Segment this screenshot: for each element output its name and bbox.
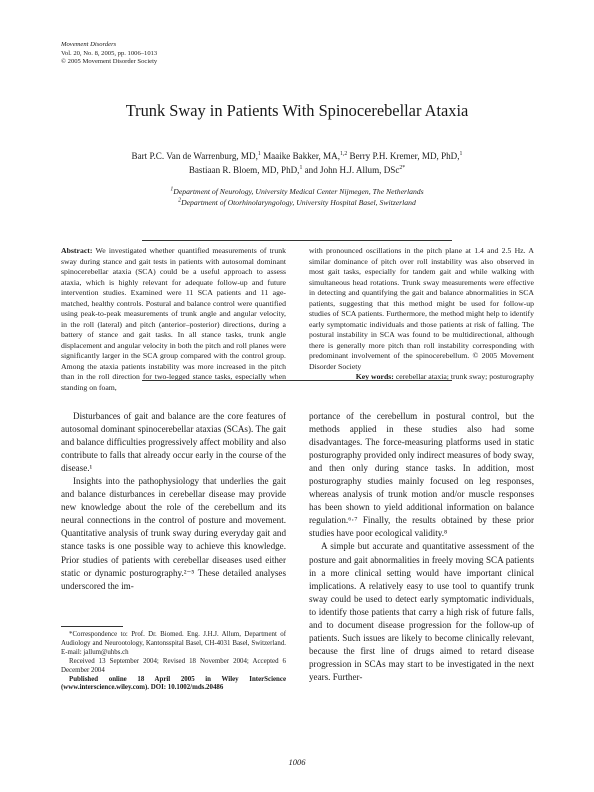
author-name: and John H.J. Allum, DSc [304,165,400,175]
abstract-bottom-rule [142,380,452,381]
footnote [61,631,286,693]
body-column-right [309,410,534,756]
author-affiliation-mark: 1 [459,150,463,157]
affiliation-mark: 2 [178,197,182,204]
footnote-rule [61,626,123,627]
volume-info: Vol. 20, No. 8, 2005, pp. 1006–1013 [61,49,158,57]
author-affiliation-mark: 1 [299,164,303,171]
article-title: Trunk Sway in Patients With Spinocerebellar Ataxia [125,101,469,120]
affiliation-list [40,186,554,208]
affiliation-mark: 1 [170,186,174,193]
abstract-text-left: We investigated whether quantified measurements of trunk sway during stance and gait tests in patients with autosomal dominant spinocerebellar ataxia (SCA) could be a useful approach to assess ataxia, which is highly relevant for adequate follow-up and future intervention studies. Examined were 11 SCA patients and 11 age-matched, healthy controls. Postural and balance control were quantified using peak-to-peak measurements of trunk angle and angular velocity, in the roll (lateral) and pitch (anterior–posterior) directions, during a battery of stance and gait tasks. In all stance tasks, trunk angle displacement and angular velocity in both the pitch and roll planes were significantly larger in the SCA group compared with the control group. Among the ataxia patients instability was more increased in the pitch than in the roll direction for two-legged stance tasks, especially when standing on foam, [61,246,286,392]
author-name: Maaike Bakker, MA, [263,151,340,161]
abstract-text-right: with pronounced oscillations in the pitch plane at 1.4 and 2.5 Hz. A similar dominance of pitch over roll instability was also observed in most gait tasks, especially for tandem gait and while walking with simultaneous head rotations. Trunk sway measurements were effective in detecting and quantifying the gait and balance abnormalities in SCA patients, suggesting that this method might be used for follow-up studies of SCA patients. Furthermore, the method might help to identify early symptomatic individuals and those patients at risk of falling. The postural instability in SCA was found to be multidirectional, although there is generally more pitch than roll instability corresponding with predominant involvement of the spinocerebellum. © 2005 Movement Disorder Society [309,246,534,371]
author-line-1 [40,149,554,163]
page-number: 1006 [288,757,306,767]
author-list [40,149,554,177]
affiliation-text: Department of Otorhinolaryngology, University Hospital Basel, Switzerland [181,198,416,207]
journal-name: Movement Disorders [61,41,117,48]
author-affiliation-mark: 1 [257,150,261,157]
author-name: Bart P.C. Van de Warrenburg, MD, [131,151,258,161]
author-line-2 [40,163,554,177]
body-column-left [61,410,286,618]
author-affiliation-mark: 1,2 [339,150,348,157]
body-paragraph: Insights into the pathophysiology that underlies the gait and balance disturbances in cerebellar disease may provide new knowledge about the role of the cerebellum and its neural connections in the control of posture and movement. Quantitative analysis of trunk sway during everyday gait and stance tasks is one possible way to achieve this knowledge. Prior studies of patients with cerebellar diseases used either static or dynamic posturography.²⁻⁵ These detailed analyses underscored the im- [61,476,286,591]
affiliation [40,197,554,208]
keywords-text: cerebellar ataxia; trunk sway; posturography [395,372,534,381]
abstract-top-rule [142,240,452,241]
body-paragraph: portance of the cerebellum in postural control, but the methods applied in these studies also had some disadvantages. The force-measuring platforms used in static posturography provided only indirect measures of body sway, and then only during stance tasks. In addition, most posturography studies mainly focused on leg responses, whereas analysis of trunk motion and/or muscle responses has been shown to yield additional information on balance regulation.⁶·⁷ Finally, the results obtained by these prior studies have poor ecological validity.⁸ [309,411,534,539]
author-name: Bastiaan R. Bloem, MD, PhD, [188,165,300,175]
correspondence-note: *Correspondence to: Prof. Dr. Biomed. Eng. J.H.J. Allum, Department of Audiology and Neurootology, Kantonsspital Basel, CH-4031 Basel, Switzerland. E-mail: jallum@uhbs.ch [61,631,286,656]
received-dates: Received 13 September 2004; Revised 18 November 2004; Accepted 6 December 2004 [61,657,286,674]
author-name: Berry P.H. Kremer, MD, PhD, [349,151,460,161]
header-copyright: © 2005 Movement Disorder Society [61,58,158,66]
publication-info: Published online 18 April 2005 in Wiley InterScience (www.interscience.wiley.com). DOI: 10.1002/mds.20486 [61,675,286,692]
body-paragraph: Disturbances of gait and balance are the core features of autosomal dominant spinocerebellar ataxias (SCAs). The gait and balance difficulties progressively affect mobility and also contribute to falls that already occur early in the course of the disease.¹ [61,411,286,474]
affiliation [40,186,554,197]
keywords-label: Key words: [355,372,394,381]
body-paragraph: A simple but accurate and quantitative assessment of the posture and gait abnormalities in freely moving SCA patients in a more clinical setting would have important clinical implications. A relatively easy to use tool to quantify trunk sway could be used to detect early symptomatic individuals, to identify those patients that carry a high risk of future falls, and to document disease progression for the follow-up of patients. Such issues are likely to become clinically relevant, because the first line of drugs aimed to retard disease progression in SCAs may start to be investigated in the next years. Further- [309,541,534,682]
affiliation-text: Department of Neurology, University Medical Center Nijmegen, The Netherlands [173,187,424,196]
abstract-column-left [61,246,286,393]
journal-header [61,41,157,67]
author-affiliation-mark: 2* [399,164,406,171]
abstract-label: Abstract: [61,246,93,255]
abstract-column-right [309,246,534,383]
